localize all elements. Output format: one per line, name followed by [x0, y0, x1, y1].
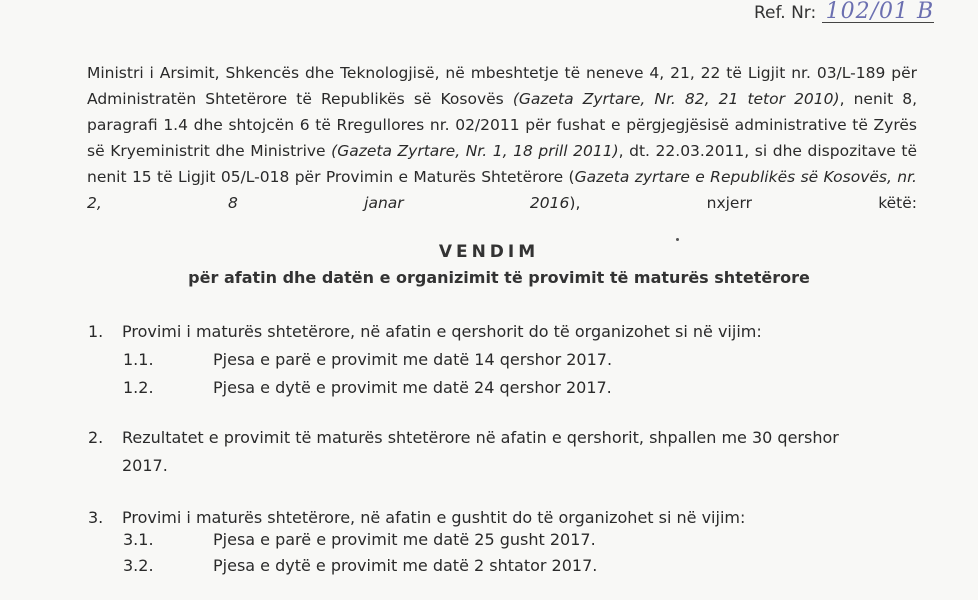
- sub-item-text: Pjesa e dytë e provimit me datë 2 shtator 2017.: [213, 556, 598, 575]
- item-continuation: [122, 452, 952, 480]
- sub-item-number: 1.1.: [123, 350, 154, 369]
- preamble-citation: (Gazeta Zyrtare, Nr. 82, 21 tetor 2010): [512, 90, 840, 108]
- scan-speck: [676, 238, 679, 241]
- ref-label: Ref. Nr:: [754, 3, 817, 23]
- preamble-citation: (Gazeta Zyrtare, Nr. 1, 18 prill 2011): [331, 142, 619, 160]
- sub-item-number: 3.2.: [123, 556, 154, 575]
- list-item: [88, 424, 918, 452]
- item-text: Provimi i maturës shtetërore, në afatin e gushtit do të organizohet si në vijim:: [122, 508, 746, 527]
- ref-handwritten-number: 102/01 B: [822, 2, 935, 23]
- preamble-text: , dt. 22.03.2011, si dhe dispozitave të nenit 15 të Ligjit 05/L-018 për Provimin e Maturës Shtetërore (: [87, 142, 917, 186]
- preamble-text: Ministri i Arsimit, Shkencës dhe Teknologjisë, në mbeshtetje të neneve 4, 21, 22 të Ligjit nr. 03/L-189 për Administratën Shtetërore të Republikës së Kosovës: [87, 64, 917, 108]
- decision-title: VENDIM: [438, 242, 540, 262]
- sub-item: [123, 374, 612, 402]
- preamble-text: ), nxjerr këtë:: [569, 194, 917, 212]
- sub-item-text: Pjesa e parë e provimit me datë 25 gusht 2017.: [213, 530, 596, 549]
- list-item: [88, 318, 918, 346]
- preamble-citation: Gazeta zyrtare e Republikës së Kosovës, nr. 2, 8 janar 2016: [87, 168, 917, 212]
- item-text: Rezultatet e provimit të maturës shtetërore në afatin e qershorit, shpallen me 30 qershor: [122, 428, 839, 447]
- preamble-text: , nenit 8, paragrafi 1.4 dhe shtojcën 6 të Rregullores nr. 02/2011 për fushat e përgjegjësisë administrative të Zyrës së Kryeministrit dhe Ministrive: [87, 90, 918, 160]
- sub-item: [123, 552, 597, 580]
- sub-item: [123, 526, 596, 554]
- reference-number: [754, 2, 934, 23]
- sub-item-number: 3.1.: [123, 530, 154, 549]
- item-number: 3.: [88, 508, 104, 527]
- sub-item-number: 1.2.: [123, 378, 154, 397]
- decision-subtitle: për afatin dhe datën e organizimit të provimit të maturës shtetërore: [188, 268, 810, 287]
- item-number: 2.: [88, 428, 104, 447]
- sub-item-text: Pjesa e dytë e provimit me datë 24 qershor 2017.: [213, 378, 612, 397]
- item-text: 2017.: [122, 456, 168, 475]
- sub-item: [123, 346, 612, 374]
- item-number: 1.: [88, 322, 104, 341]
- sub-item-text: Pjesa e parë e provimit me datë 14 qershor 2017.: [213, 350, 613, 369]
- item-text: Provimi i maturës shtetërore, në afatin e qershorit do të organizohet si në vijim:: [122, 322, 762, 341]
- preamble-paragraph: [87, 60, 917, 216]
